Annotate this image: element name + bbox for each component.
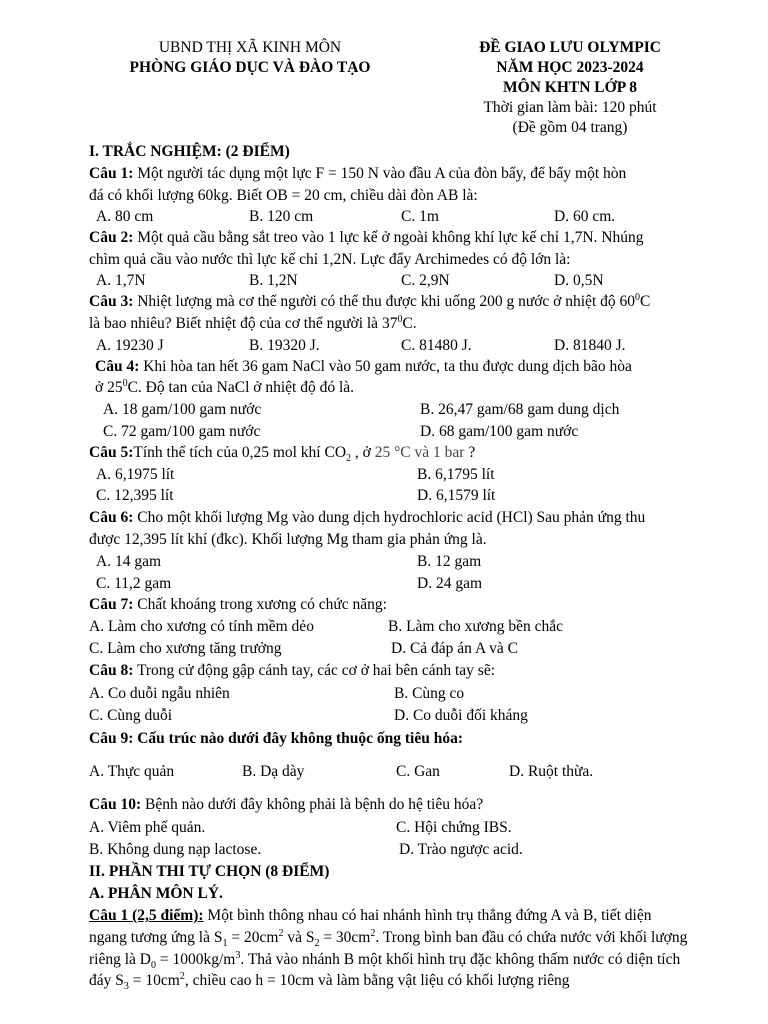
question-7 — [89, 595, 387, 615]
s1-subscript: 1 — [222, 938, 228, 950]
q3-option-b: B. 19320 J. — [249, 337, 320, 354]
q2-option-c: C. 2,9N — [401, 272, 450, 289]
q10-label: Câu 10: — [89, 796, 142, 813]
question-5 — [89, 443, 475, 463]
essay-q1-line-3 — [89, 950, 680, 970]
q4-text-2b: C. Độ tan của NaCl ở nhiệt độ đó là. — [127, 379, 355, 396]
q5-label: Câu 5: — [89, 444, 134, 461]
essay-q1-l4b: = 10cm — [128, 972, 180, 989]
q7-option-b: B. Làm cho xương bền chắc — [388, 618, 563, 635]
q5-option-b: B. 6,1795 lít — [417, 466, 495, 483]
m3-superscript: 3 — [235, 949, 241, 961]
q4-option-a: A. 18 gam/100 gam nước — [103, 401, 262, 418]
essay-q1-l4a: đáy S — [89, 972, 124, 989]
s3-subscript: 3 — [123, 981, 129, 993]
q7-text: Chất khoáng trong xương có chức năng: — [133, 596, 387, 613]
q8-option-c: C. Cùng duỗi — [89, 707, 173, 724]
question-8 — [89, 661, 495, 681]
q6-text-2: được 12,395 lít khí (đkc). Khối lượng Mg tham gia phản ứng là. — [89, 531, 487, 548]
header-department: PHÒNG GIÁO DỤC VÀ ĐÀO TẠO — [129, 59, 371, 76]
q3-degree-2: 0 — [397, 313, 403, 325]
q2-text-2: chìm quả cầu vào nước thì lực kế chỉ 1,2N. Lực đẩy Archimedes có độ lớn là: — [89, 251, 571, 268]
q2-text-1: Một quả cầu bằng sắt treo vào 1 lực kế ở ngoài không khí lực kế chỉ 1,7N. Nhúng — [133, 229, 644, 246]
q4-text-1: Khi hòa tan hết 36 gam NaCl vào 50 gam nước, ta thu được dung dịch bão hòa — [139, 358, 632, 375]
q1-text-1: Một người tác dụng một lực F = 150 N vào đầu A của đòn bẩy, để bẩy một hòn — [133, 165, 627, 182]
q3-text-2a: là bao nhiêu? Biết nhiệt độ của cơ thể người là 37 — [89, 315, 398, 332]
q5-subscript: 2 — [346, 453, 352, 465]
q6-option-d: D. 24 gam — [417, 575, 483, 592]
q1-text-2: đá có khối lượng 60kg. Biết OB = 20 cm, chiều dài đòn AB là: — [89, 187, 478, 204]
q3-text-1a: Nhiệt lượng mà cơ thể người có thể thu được khi uống 200 g nước ở nhiệt độ 60 — [133, 293, 635, 310]
essay-q1-label: Câu 1 (2,5 điểm): — [89, 907, 204, 924]
q10-text: Bệnh nào dưới đây không phải là bệnh do hệ tiêu hóa? — [141, 796, 484, 813]
q6-text-1: Cho một khối lượng Mg vào dung dịch hydrochloric acid (HCl) Sau phản ứng thu — [133, 509, 646, 526]
subject: MÔN KHTN LỚP 8 — [503, 79, 637, 96]
essay-q1-l2a: ngang tương ứng là S — [89, 929, 223, 946]
q3-label: Câu 3: — [89, 293, 134, 310]
q9-option-a: A. Thực quản — [89, 763, 175, 780]
cm2-superscript-3: 2 — [179, 970, 185, 982]
s2-subscript: 2 — [314, 938, 320, 950]
q10-option-d: D. Trào ngược acid. — [399, 841, 523, 858]
q9-option-c: C. Gan — [396, 763, 440, 780]
q10-option-b: B. Không dung nạp lactose. — [89, 841, 262, 858]
q9-option-b: B. Dạ dày — [242, 763, 305, 780]
q7-option-a: A. Làm cho xương có tính mềm dẻo — [89, 618, 314, 635]
q7-option-c: C. Làm cho xương tăng trưởng — [89, 640, 282, 657]
q1-option-a: A. 80 cm — [96, 208, 154, 225]
essay-q1-l2c: và S — [283, 929, 315, 946]
essay-q1-l3a: riêng là D — [89, 951, 151, 968]
page-count: (Đề gồm 04 trang) — [512, 119, 628, 136]
essay-q1-l3b: = 1000kg/m — [155, 951, 236, 968]
q2-option-a: A. 1,7N — [96, 272, 146, 289]
exam-title: ĐỀ GIAO LƯU OLYMPIC — [479, 39, 661, 56]
q5-conditions: 25 °C và 1 bar — [374, 444, 465, 461]
q2-label: Câu 2: — [89, 229, 134, 246]
essay-q1-l2b: = 20cm — [227, 929, 279, 946]
q3-option-d: D. 81840 J. — [554, 337, 626, 354]
q4-option-b: B. 26,47 gam/68 gam dung dịch — [420, 401, 620, 418]
q4-option-c: C. 72 gam/100 gam nước — [103, 423, 261, 440]
q5-option-d: D. 6,1579 lít — [417, 487, 496, 504]
question-10 — [89, 795, 483, 815]
section-2-subtitle: A. PHÂN MÔN LÝ. — [89, 885, 223, 902]
q8-option-a: A. Co duỗi ngẫu nhiên — [89, 685, 230, 702]
essay-q1-line-1: Một bình thông nhau có hai nhánh hình trụ thẳng đứng A và B, tiết diện — [203, 907, 652, 924]
d0-subscript: 0 — [150, 960, 156, 972]
cm2-superscript-2: 2 — [370, 927, 376, 939]
question-3 — [89, 292, 650, 312]
q4-text-2a: ở 25 — [95, 379, 123, 396]
q3-line-2 — [89, 314, 417, 334]
q3-text-2b: C. — [402, 315, 417, 332]
q7-label: Câu 7: — [89, 596, 134, 613]
q4-label: Câu 4: — [95, 358, 140, 375]
q2-option-d: D. 0,5N — [554, 272, 604, 289]
essay-question-1 — [89, 906, 651, 926]
question-2 — [89, 228, 643, 248]
q1-label: Câu 1: — [89, 165, 134, 182]
q3-text-1b: C — [640, 293, 651, 310]
q1-option-c: C. 1m — [401, 208, 439, 225]
q10-option-c: C. Hội chứng IBS. — [396, 819, 512, 836]
q8-label: Câu 8: — [89, 662, 134, 679]
q8-option-b: B. Cùng co — [394, 685, 465, 702]
q5-option-c: C. 12,395 lít — [96, 487, 174, 504]
q1-option-b: B. 120 cm — [249, 208, 314, 225]
essay-q1-l2d: = 30cm — [319, 929, 371, 946]
time-limit: Thời gian làm bài: 120 phút — [483, 99, 657, 116]
essay-q1-line-2 — [89, 928, 687, 948]
school-year: NĂM HỌC 2023-2024 — [496, 59, 644, 76]
q6-option-c: C. 11,2 gam — [96, 575, 172, 592]
q1-option-d: D. 60 cm. — [554, 208, 616, 225]
section-1-title: I. TRẮC NGHIỆM: (2 ĐIỂM) — [89, 143, 290, 160]
q9-option-d: D. Ruột thừa. — [509, 763, 594, 780]
q4-degree: 0 — [122, 377, 128, 389]
q5-text-d: ? — [464, 444, 476, 461]
question-1 — [89, 164, 626, 184]
q7-option-d: D. Cả đáp án A và C — [391, 640, 518, 657]
q5-text-b: , ở — [351, 444, 375, 461]
cm2-superscript-1: 2 — [278, 927, 284, 939]
question-9: Câu 9: Cấu trúc nào dưới đây không thuộc ống tiêu hóa: — [89, 730, 464, 747]
q4-line-2 — [95, 378, 354, 398]
header-right — [420, 38, 720, 138]
section-2-title: II. PHẦN THI TỰ CHỌN (8 ĐIỂM) — [89, 863, 330, 880]
q2-option-b: B. 1,2N — [249, 272, 298, 289]
essay-q1-l2e: . Trong bình ban đầu có chứa nước với khối lượng — [375, 929, 688, 946]
q3-option-c: C. 81480 J. — [401, 337, 472, 354]
question-4 — [95, 357, 632, 377]
q4-option-d: D. 68 gam/100 gam nước — [420, 423, 579, 440]
q8-text: Trong cử động gập cánh tay, các cơ ở hai bên cánh tay sẽ: — [133, 662, 496, 679]
essay-q1-l3c: . Thả vào nhánh B một khối hình trụ đặc không thấm nước có diện tích — [240, 951, 681, 968]
q6-label: Câu 6: — [89, 509, 134, 526]
q3-option-a: A. 19230 J — [96, 337, 164, 354]
q8-option-d: D. Co duỗi đối kháng — [394, 707, 528, 724]
q10-option-a: A. Viêm phế quản. — [89, 819, 206, 836]
q3-degree-1: 0 — [635, 291, 640, 303]
question-6 — [89, 508, 645, 528]
q5-text-a: Tính thể tích của 0,25 mol khí CO — [133, 444, 347, 461]
header-left — [90, 38, 410, 78]
header-district: UBND THỊ XÃ KINH MÔN — [158, 39, 342, 56]
q5-option-a: A. 6,1975 lít — [96, 466, 175, 483]
essay-q1-line-4 — [89, 971, 570, 991]
essay-q1-l4c: , chiều cao h = 10cm và làm bằng vật liệu có khối lượng riêng — [184, 972, 570, 989]
q6-option-a: A. 14 gam — [96, 553, 162, 570]
q6-option-b: B. 12 gam — [417, 553, 482, 570]
